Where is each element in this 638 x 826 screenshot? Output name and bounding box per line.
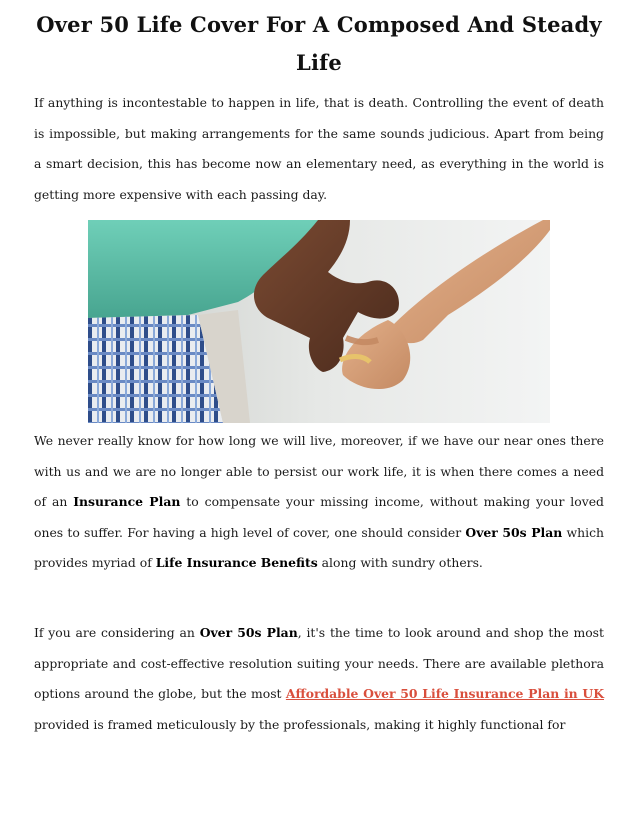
paragraph-text: provided is framed meticulously by the professionals, making it highly functional for bbox=[34, 716, 566, 732]
holding-hands-photo bbox=[88, 220, 550, 423]
paragraph-text: to compensate your missing income, without making your loved ones to suffer. For having a high level of cover, one should consider bbox=[34, 494, 604, 540]
over-50s-plan-text: Over 50s Plan bbox=[199, 625, 298, 640]
paragraph-text: along with sundry others. bbox=[317, 555, 483, 570]
over-50s-plan-text: Over 50s Plan bbox=[465, 524, 563, 540]
intro-paragraph: If anything is incontestable to happen in life, that is death. Controlling the event of death is impossible, but making arrangements for the same sounds judicious. Apart from being a smart decision, this has become now an elementary need, as everything in the world is getting more expensive with each passing day. bbox=[34, 95, 604, 202]
insurance-plan-text: Insurance Plan bbox=[73, 494, 181, 509]
paragraph-text: which provides myriad of bbox=[34, 524, 604, 570]
paragraph-text: We never really know for how long we will live, moreover, if we have our near ones there with us and we are no longer able to persist our work life, it is when there comes a need of an bbox=[34, 433, 604, 509]
paragraph-text: If you are considering an bbox=[34, 625, 200, 640]
considering-paragraph bbox=[34, 618, 604, 740]
life-insurance-benefits-text: Life Insurance Benefits bbox=[155, 555, 318, 570]
paragraph-text: , it's the time to look around and shop the most appropriate and cost-effective resolution suiting your needs. There are available plethora options around the globe, but the most bbox=[34, 625, 605, 701]
page-title: Over 50 Life Cover For A Composed And Steady Life bbox=[36, 12, 602, 75]
insurance-paragraph bbox=[34, 426, 604, 579]
affordable-plan-link[interactable]: Affordable Over 50 Life Insurance Plan in UK bbox=[285, 686, 604, 701]
